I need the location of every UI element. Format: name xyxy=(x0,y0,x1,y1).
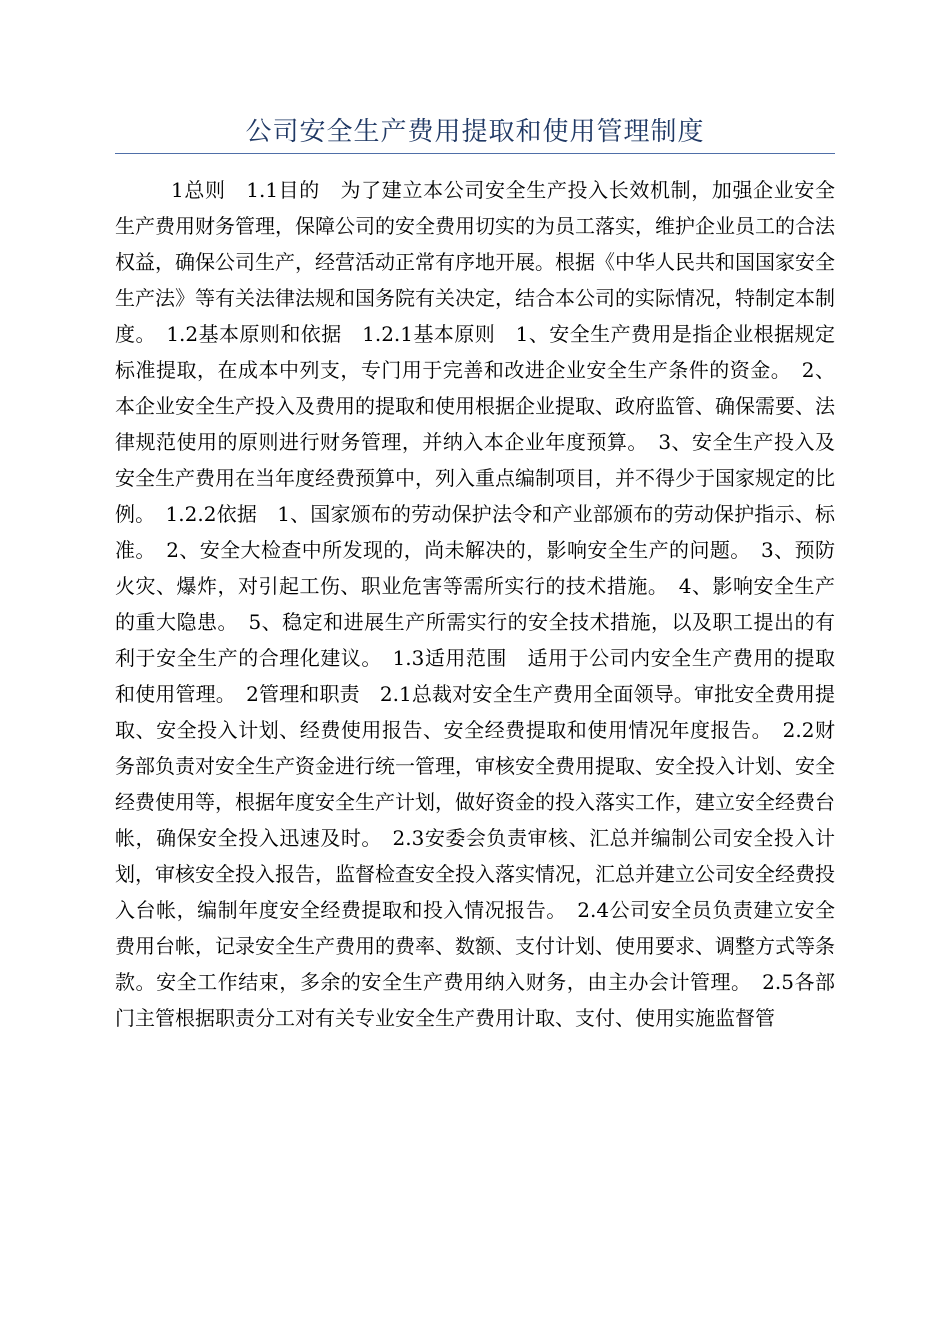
title-underline xyxy=(115,153,835,154)
document-body: 1总则 1.1目的 为了建立本公司安全生产投入长效机制，加强企业安全生产费用财务管理，保障公司的安全费用切实的为员工落实，维护企业员工的合法权益，确保公司生产，经营活动正常有序地开展。根据《中华人民共和国国家安全生产法》等有关法律法规和国务院有关决定，结合本公司的实际情况，特制定本制度。 1.2基本原则和依据 1.2.1基本原则 1、安全生产费用是指企业根据规定标准提取，在成本中列支，专门用于完善和改进企业安全生产条件的资金。 2、本企业安全生产投入及费用的提取和使用根据企业提取、政府监管、确保需要、法律规范使用的原则进行财务管理，并纳入本企业年度预算。 3、安全生产投入及安全生产费用在当年度经费预算中，列入重点编制项目，并不得少于国家规定的比例。 1.2.2依据 1、国家颁布的劳动保护法令和产业部颁布的劳动保护指示、标准。 2、安全大检查中所发现的，尚未解决的，影响安全生产的问题。 3、预防火灾、爆炸，对引起工伤、职业危害等需所实行的技术措施。 4、影响安全生产的重大隐患。 5、稳定和进展生产所需实行的安全技术措施，以及职工提出的有利于安全生产的合理化建议。 1.3适用范围 适用于公司内安全生产费用的提取和使用管理。 2管理和职责 2.1总裁对安全生产费用全面领导。审批安全费用提取、安全投入计划、经费使用报告、安全经费提取和使用情况年度报告。 2.2财务部负责对安全生产资金进行统一管理，审核安全费用提取、安全投入计划、安全经费使用等，根据年度安全生产计划，做好资金的投入落实工作，建立安全经费台帐，确保安全投入迅速及时。 2.3安委会负责审核、汇总并编制公司安全投入计划，审核安全投入报告，监督检查安全投入落实情况，汇总并建立公司安全经费投入台帐，编制年度安全经费提取和投入情况报告。 2.4公司安全员负责建立安全费用台帐，记录安全生产费用的费率、数额、支付计划、使用要求、调整方式等条款。安全工作结束，多余的安全生产费用纳入财务，由主办会计管理。 2.5各部门主管根据职责分工对有关专业安全生产费用计取、支付、使用实施监督管 xyxy=(115,178,835,1030)
document-title: 公司安全生产费用提取和使用管理制度 xyxy=(245,117,705,147)
